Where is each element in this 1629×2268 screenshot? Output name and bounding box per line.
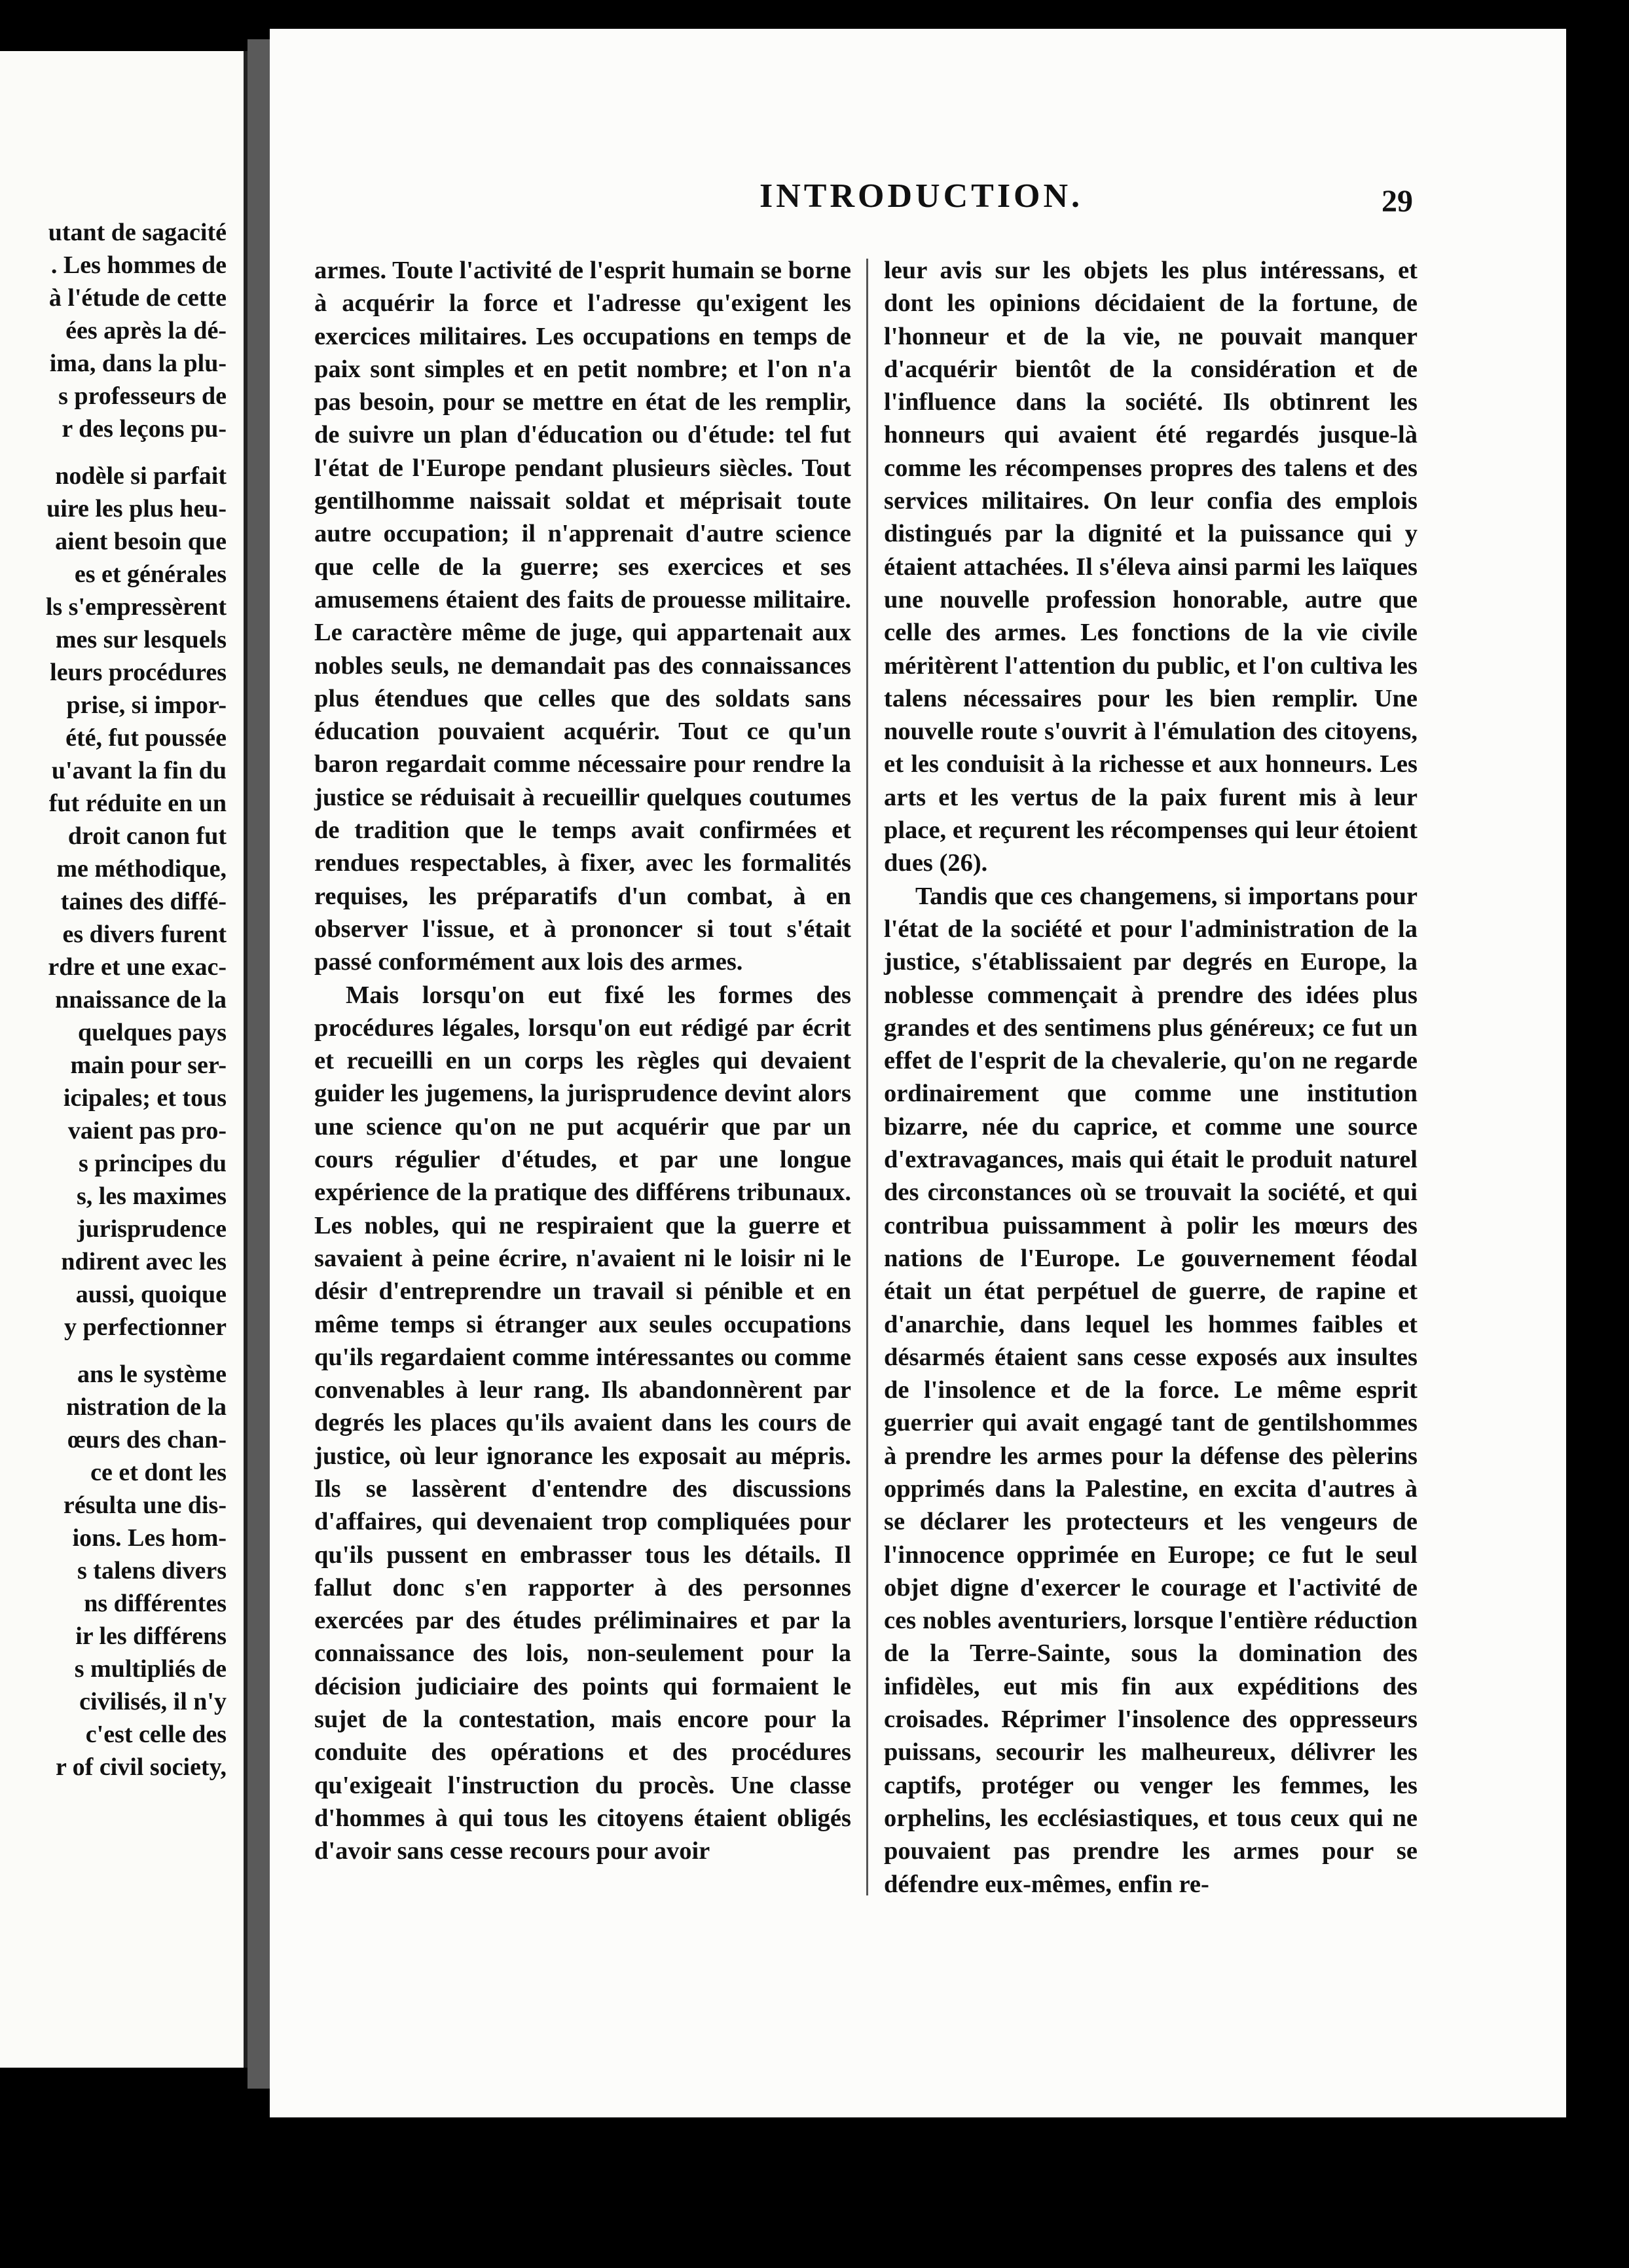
left-page-line: jurisprudence [77,1215,227,1243]
left-page-line: ndirent avec les [61,1248,227,1275]
left-page-line: y perfectionner [64,1313,227,1341]
left-page-line: ls s'empressèrent [45,593,227,621]
paragraph: leur avis sur les objets les plus intéressans, et dont les opinions décidaient de la fortune, de l'honneur et de la vie, ne pouvait manquer d'acquérir bientôt de la considération et de l'influence dans la société. Ils obtinrent les honneurs qui avaient été regardés jusque-là comme les récompenses propres des talens et des services militaires. On leur confia des emplois distingués par la dignité et la puissance qui y étaient attachées. Il s'éleva ainsi parmi les laïques une nouvelle profession honorable, autre que celle des armes. Les fonctions de la vie civile méritèrent l'attention du public, et l'on cultiva les talens nécessaires pour les bien remplir. Une nouvelle route s'ouvrit à l'émulation des citoyens, et les conduisit à la richesse et aux honneurs. Les arts et les vertus de la paix furent mis à leur place, et reçurent les récompenses qui leur étoient dues (26). [884,257,1418,877]
paragraph: Tandis que ces changemens, si importans pour l'état de la société et pour l'administration de la justice, s'établissaient par degrés en Europe, la noblesse commençait à prendre des idées plus grandes et des sentimens plus généreux; ce fut un effet de l'esprit de la chevalerie, qu'on ne regarde ordinairement que comme une institution bizarre, née du caprice, et comme une source d'extravagances, mais qui était le produit naturel des circonstances où se trouvait la société, et qui contribua puissamment à polir les mœurs des nations de l'Europe. Le gouvernement féodal était un état perpétuel de guerre, de rapine et d'anarchie, dans lequel les hommes faibles et désarmés étaient sans cesse exposés aux insultes de l'insolence et de la force. Le même esprit guerrier qui avait engagé tant de gentilshommes à prendre les armes pour la défense des pèlerins opprimés dans la Palestine, en excita d'autres à se déclarer les protecteurs et les vengeurs de l'innocence opprimée en Europe; ce fut le seul objet digne d'exercer le courage et l'activité de ces nobles aventuriers, lorsque l'entière réduction de la Terre-Sainte, sous la domination des infidèles, eut mis fin aux expéditions des croisades. Réprimer l'insolence des oppresseurs puissans, secourir les malheureux, délivrer les captifs, protéger ou venger les femmes, les orphelins, les ecclésiastiques, et tous ceux qui ne pouvaient pas prendre les armes pour se défendre eux-mêmes, enfin re- [884,882,1418,1898]
left-page-line: ées après la dé- [65,317,227,344]
left-page-line: r des leçons pu- [62,415,227,443]
left-page-line: ce et dont les [90,1459,227,1486]
page-number: 29 [1382,184,1413,219]
text-column-right [884,254,1418,1901]
left-page-line: aient besoin que [55,528,227,555]
left-page-line: ir les différens [75,1622,227,1650]
left-page-line: icipales; et tous [63,1084,227,1112]
text-column-left [314,254,851,1868]
left-page-line: s multipliés de [74,1655,227,1683]
left-page-line: leurs procédures [50,659,227,686]
left-page-line: prise, si impor- [66,691,227,719]
left-page-line: ima, dans la plu- [49,350,227,377]
left-page-line: uire les plus heu- [46,495,227,522]
left-page-line: me méthodique, [56,855,227,883]
left-page-line: ans le système [77,1361,227,1388]
left-page-line: rdre et une exac- [48,953,227,981]
left-page-line: civilisés, il n'y [79,1688,227,1715]
left-page-line: u'avant la fin du [51,757,227,784]
left-page-line: es et générales [74,560,227,588]
left-page-line: œurs des chan- [67,1426,227,1454]
left-page-line: ns différentes [84,1590,227,1617]
left-page-line: s talens divers [77,1557,227,1584]
left-page-line: s, les maximes [76,1182,227,1210]
left-page-line: nnaissance de la [55,986,227,1014]
left-page-line: main pour ser- [70,1052,227,1079]
left-page-line: ions. Les hom- [72,1524,227,1552]
left-page-line: s professeurs de [58,382,227,410]
left-page-line: à l'étude de cette [48,284,227,312]
left-page-line: s principes du [79,1150,227,1177]
left-page-line: mes sur lesquels [55,626,227,653]
left-page-line: c'est celle des [85,1721,227,1748]
left-page-line: . Les hommes de [50,251,227,279]
left-page [0,51,247,2068]
paragraph: Mais lorsqu'on eut fixé les formes des procédures légales, lorsqu'on eut rédigé par écrit et recueilli en un corps les règles qui devaient guider les jugemens, la jurisprudence devint alors une science qu'on ne put acquérir que par un cours régulier d'études, et par une longue expérience de la pratique des différens tribunaux. Les nobles, qui ne respiraient que la guerre et savaient à peine écrire, n'avaient ni le loisir ni le désir d'entreprendre un travail si pénible et en même temps si étranger aux seules occupations qu'ils regardaient comme intéressantes ou comme convenables à leur rang. Ils abandonnèrent par degrés les places qu'ils avaient dans les cours de justice, où leur ignorance les exposait au mépris. Ils se lassèrent d'entendre des discussions d'affaires, qui devenaient trop compliquées pour qu'ils pussent en embrasser tous les détails. Il fallut donc s'en rapporter à des personnes exercées par des études préliminaires et par la connaissance des lois, non-seulement pour la décision judiciaire des points qui formaient le sujet de la contestation, mais encore pour la conduite des opérations et des procédures qu'exigeait l'instruction du procès. Une classe d'hommes à qui tous les citoyens étaient obligés d'avoir sans cesse recours pour avoir [314,981,851,1865]
paragraph: armes. Toute l'activité de l'esprit humain se borne à acquérir la force et l'adresse qu'exigent les exercices militaires. Les occupations en temps de paix sont simples et en petit nombre; et l'on n'a pas besoin, pour se mettre en état de les remplir, de suivre un plan d'éducation ou d'étude: tel fut l'état de l'Europe pendant plusieurs siècles. Tout gentilhomme naissait soldat et méprisait toute autre occupation; il n'apprenait d'autre science que celle de la guerre; ses exercices et ses amusemens étaient des faits de prouesse militaire. Le caractère même de juge, qui appartenait aux nobles seuls, ne demandait pas des connaissances plus étendues que celles que des soldats sans éducation pouvaient acquérir. Tout ce qu'un baron regardait comme nécessaire pour rendre la justice se réduisait à recueillir quelques coutumes de tradition que le temps avait confirmées et rendues respectables, à fixer, avec les formalités requises, les préparatifs d'un combat, à en observer l'issue, et à prononcer si tout s'était passé conformément aux lois des armes. [314,257,851,976]
left-page-line: nistration de la [66,1393,227,1421]
left-page-line: aussi, quoique [75,1281,227,1308]
left-page-line: résulta une dis- [63,1491,227,1519]
left-page-line: nodèle si parfait [55,462,227,490]
left-page-line: utant de sagacité [48,219,227,246]
left-page-line: vaient pas pro- [67,1117,227,1144]
left-page-line: été, fut poussée [65,724,227,752]
running-header: INTRODUCTION. [760,177,1084,215]
left-page-line: es divers furent [62,921,227,948]
left-page-line: droit canon fut [67,822,227,850]
left-page-line: taines des diffé- [60,888,227,915]
left-page-line: r of civil society, [55,1753,227,1781]
column-rule [866,259,868,1895]
left-page-line: fut réduite en un [48,790,227,817]
left-page-line: quelques pays [77,1019,227,1046]
